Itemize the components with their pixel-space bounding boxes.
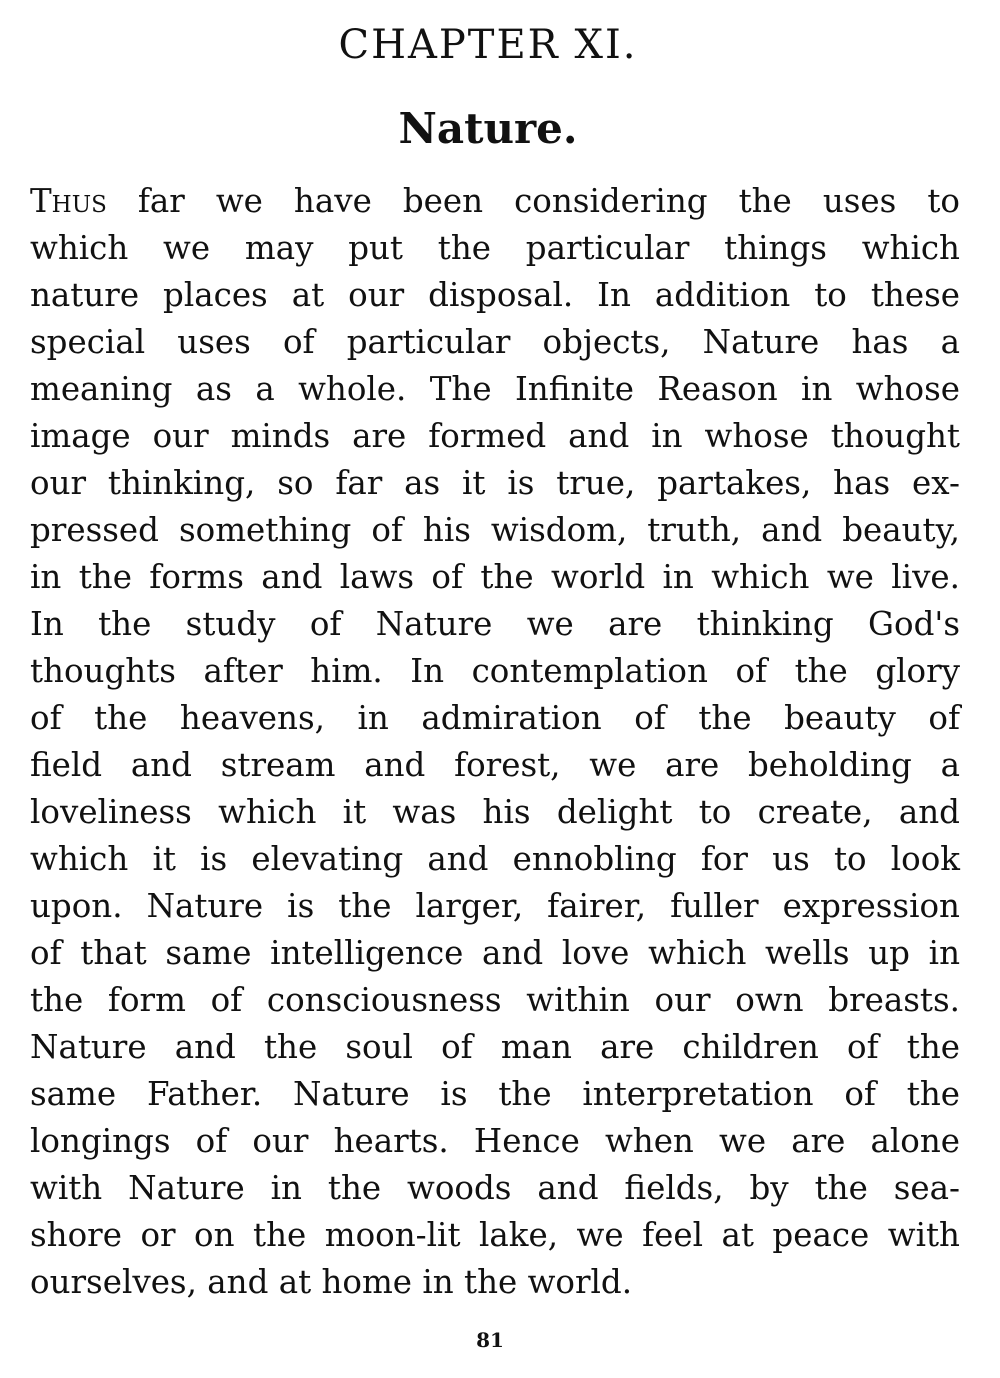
text-line: in the forms and laws of the world in which we live. xyxy=(30,558,960,596)
text-line: same Father. Nature is the interpretation of the xyxy=(30,1075,960,1113)
text-line: thoughts after him. In contemplation of the glory xyxy=(30,652,960,690)
text-line: of the heavens, in admiration of the beauty of xyxy=(30,699,960,737)
text-line: our thinking, so far as it is true, partakes, has ex- xyxy=(30,464,960,502)
text-line-content: far we have been considering the uses to xyxy=(106,182,960,220)
text-line: special uses of particular objects, Nature has a xyxy=(30,323,960,361)
page-number: 81 xyxy=(476,1328,504,1352)
text-line: Nature and the soul of man are children of the xyxy=(30,1028,960,1066)
paragraph-lead: Thus xyxy=(30,182,107,220)
text-line: field and stream and forest, we are beholding a xyxy=(30,746,960,784)
body-paragraph xyxy=(30,178,960,1306)
text-line: loveliness which it was his delight to create, and xyxy=(30,793,960,831)
section-title: Nature. xyxy=(398,104,578,153)
text-line: image our minds are formed and in whose thought xyxy=(30,417,960,455)
text-line: of that same intelligence and love which wells up in xyxy=(30,934,960,972)
text-line: ourselves, and at home in the world. xyxy=(30,1263,633,1301)
text-line: pressed something of his wisdom, truth, and beauty, xyxy=(30,511,960,549)
text-line: which we may put the particular things which xyxy=(30,229,960,267)
text-line: meaning as a whole. The Infinite Reason in whose xyxy=(30,370,960,408)
text-line: nature places at our disposal. In addition to these xyxy=(30,276,960,314)
text-line: upon. Nature is the larger, fairer, fuller expression xyxy=(30,887,960,925)
text-line: In the study of Nature we are thinking God's xyxy=(30,605,960,643)
text-line: which it is elevating and ennobling for us to look xyxy=(30,840,960,878)
chapter-heading: CHAPTER XI. xyxy=(338,22,638,68)
text-line: the form of consciousness within our own breasts. xyxy=(30,981,960,1019)
text-line: shore or on the moon-lit lake, we feel at peace with xyxy=(30,1216,960,1254)
text-line: longings of our hearts. Hence when we are alone xyxy=(30,1122,960,1160)
text-line xyxy=(30,178,960,225)
text-line: with Nature in the woods and fields, by the sea- xyxy=(30,1169,960,1207)
